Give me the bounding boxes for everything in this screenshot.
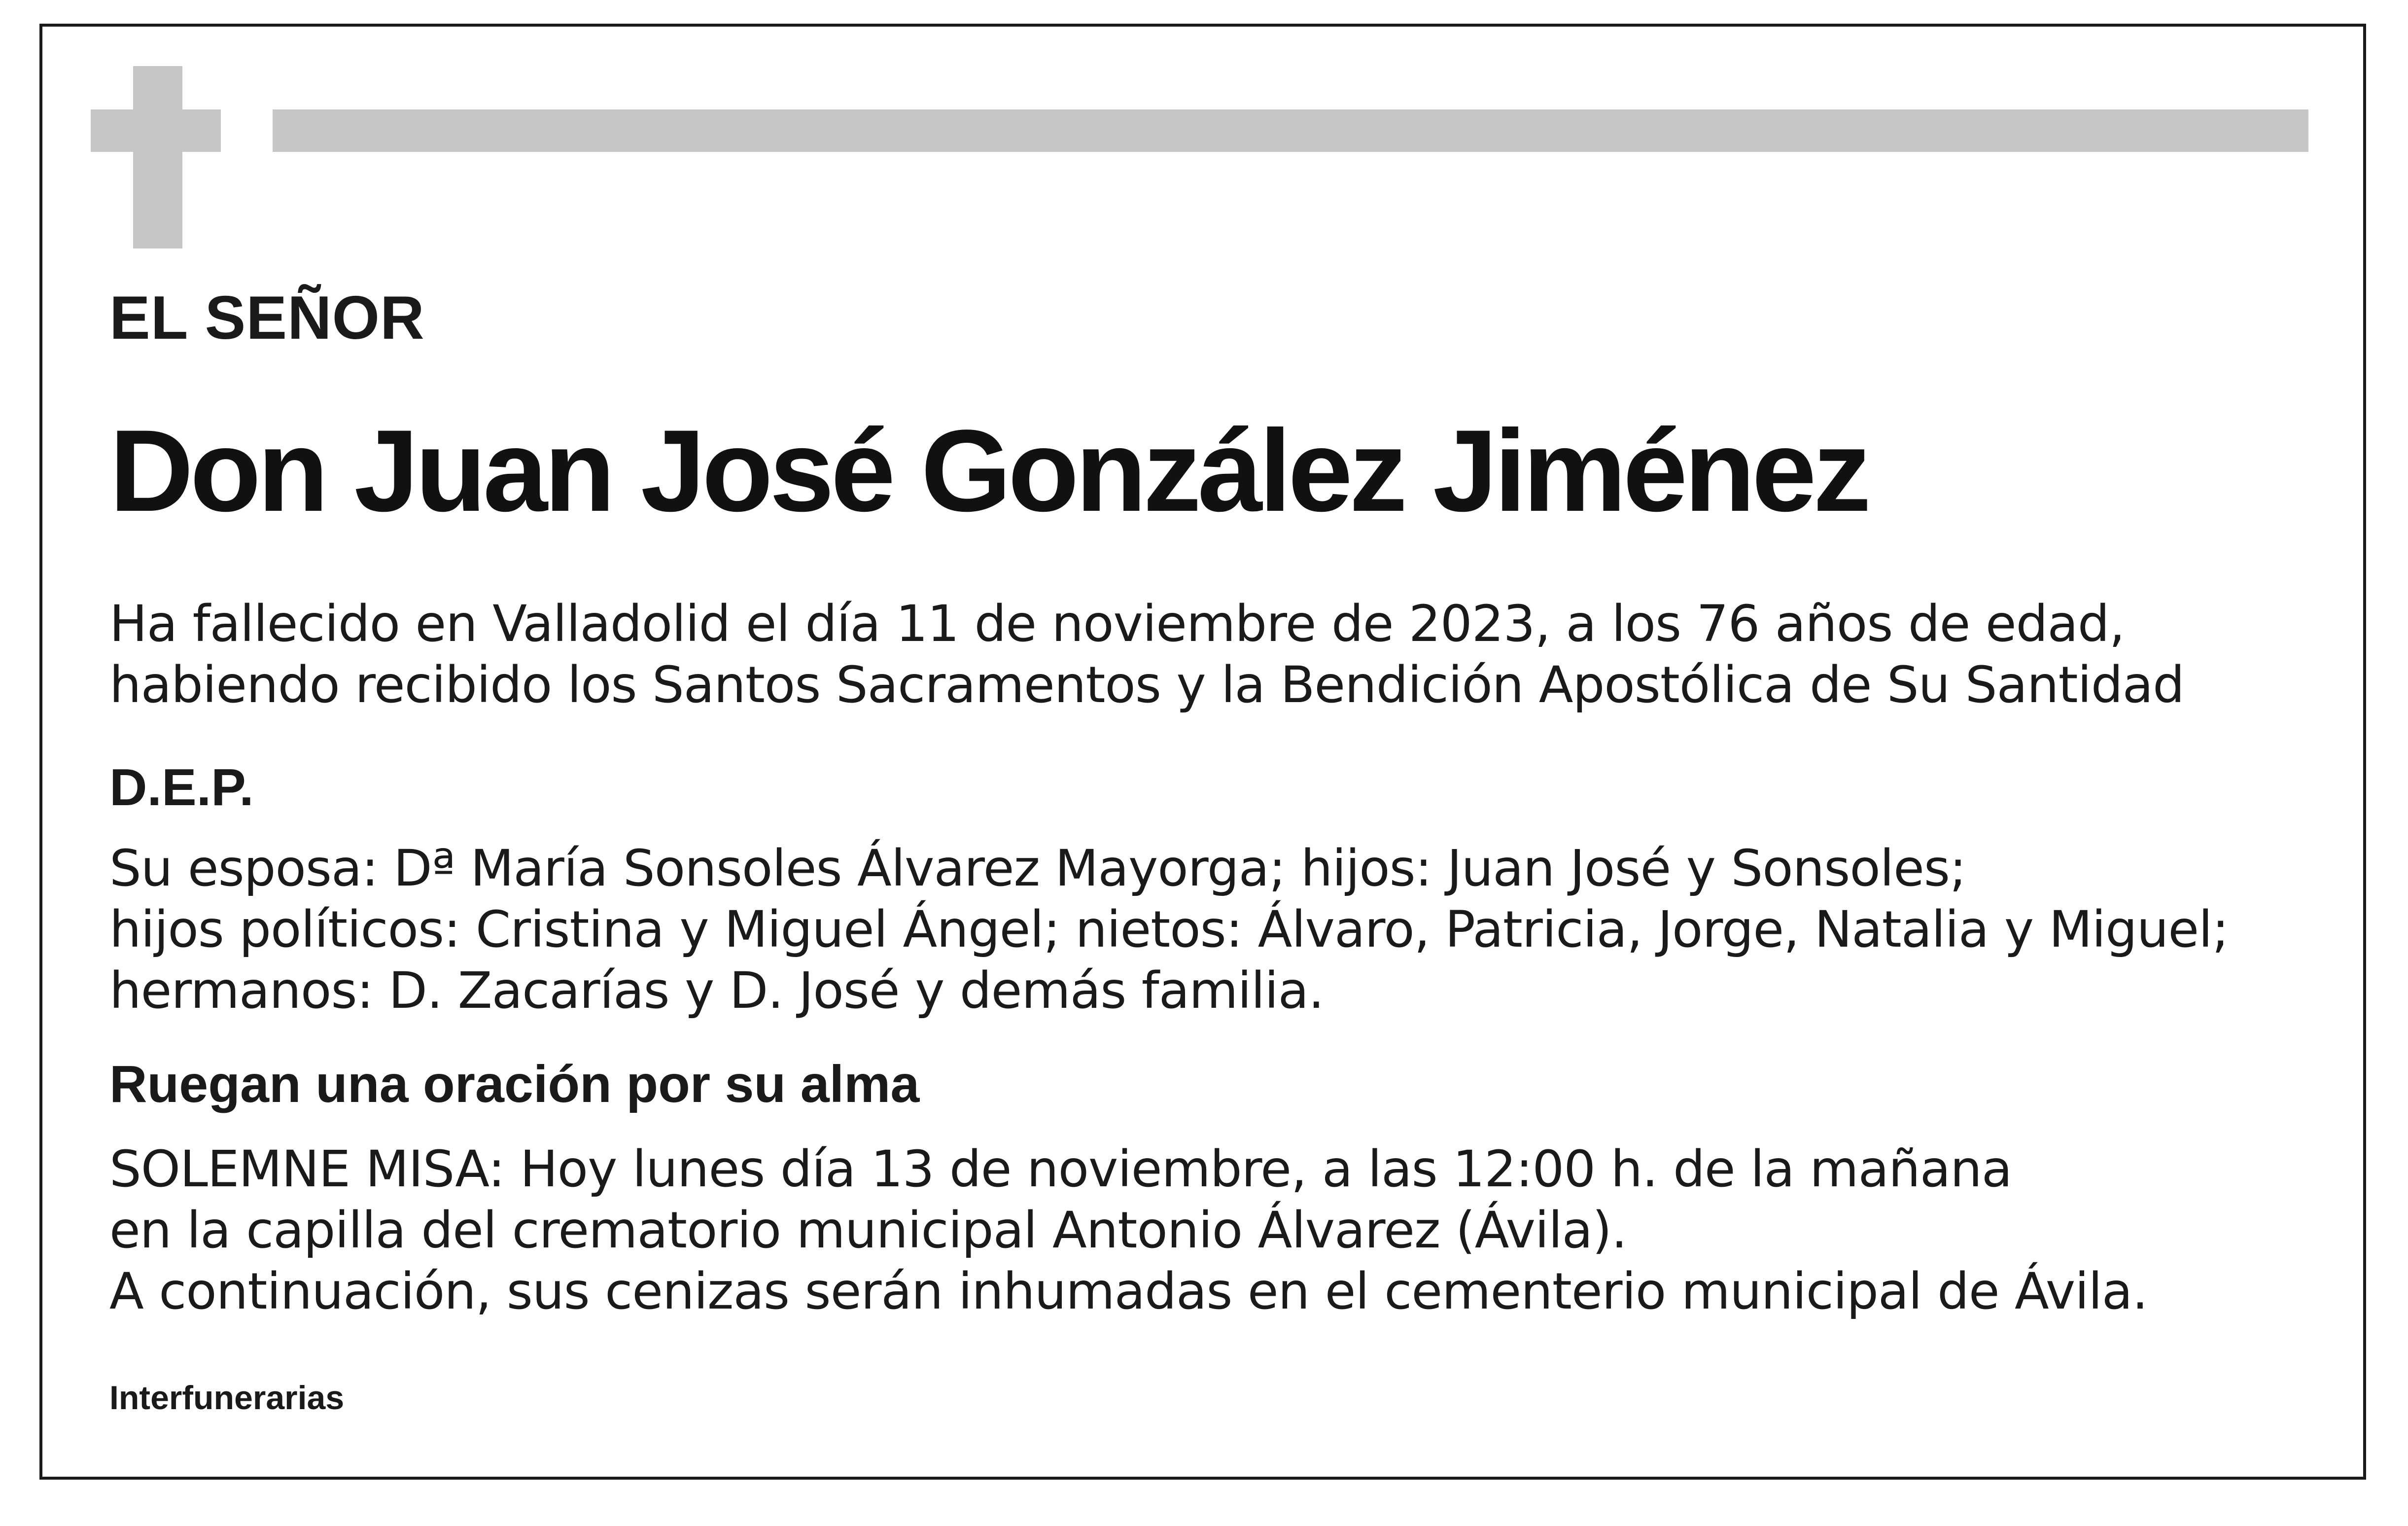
title-label: EL SEÑOR bbox=[109, 284, 425, 352]
cross-vertical-bar bbox=[133, 66, 182, 248]
deceased-name: Don Juan José González Jiménez bbox=[109, 406, 1868, 536]
family-line-2: hijos políticos: Cristina y Miguel Ángel; nietos: Álvaro, Patricia, Jorge, Natalia y Miguel; bbox=[109, 900, 2229, 959]
mass-line-2: en la capilla del crematorio municipal Antonio Álvarez (Ávila). bbox=[109, 1201, 1627, 1260]
agency-name: Interfunerarias bbox=[109, 1379, 345, 1417]
death-paragraph bbox=[109, 594, 2184, 716]
prayer-request: Ruegan una oración por su alma bbox=[109, 1055, 920, 1113]
death-line-1: Ha fallecido en Valladolid el día 11 de noviembre de 2023, a los 76 años de edad, bbox=[109, 595, 2125, 653]
family-paragraph bbox=[109, 838, 2229, 1022]
mass-paragraph bbox=[109, 1139, 2148, 1322]
mass-line-1: SOLEMNE MISA: Hoy lunes día 13 de noviembre, a las 12:00 h. de la mañana bbox=[109, 1140, 2012, 1199]
mass-line-3: A continuación, sus cenizas serán inhumadas en el cementerio municipal de Ávila. bbox=[109, 1262, 2148, 1321]
death-line-2: habiendo recibido los Santos Sacramentos y la Bendición Apostólica de Su Santidad bbox=[109, 656, 2184, 714]
family-line-1: Su esposa: Dª María Sonsoles Álvarez Mayorga; hijos: Juan José y Sonsoles; bbox=[109, 839, 1966, 898]
family-line-3: hermanos: D. Zacarías y D. José y demás familia. bbox=[109, 961, 1324, 1020]
dep-label: D.E.P. bbox=[109, 758, 254, 816]
cross-horizontal-bar bbox=[91, 109, 221, 152]
header-rule bbox=[273, 109, 2308, 152]
